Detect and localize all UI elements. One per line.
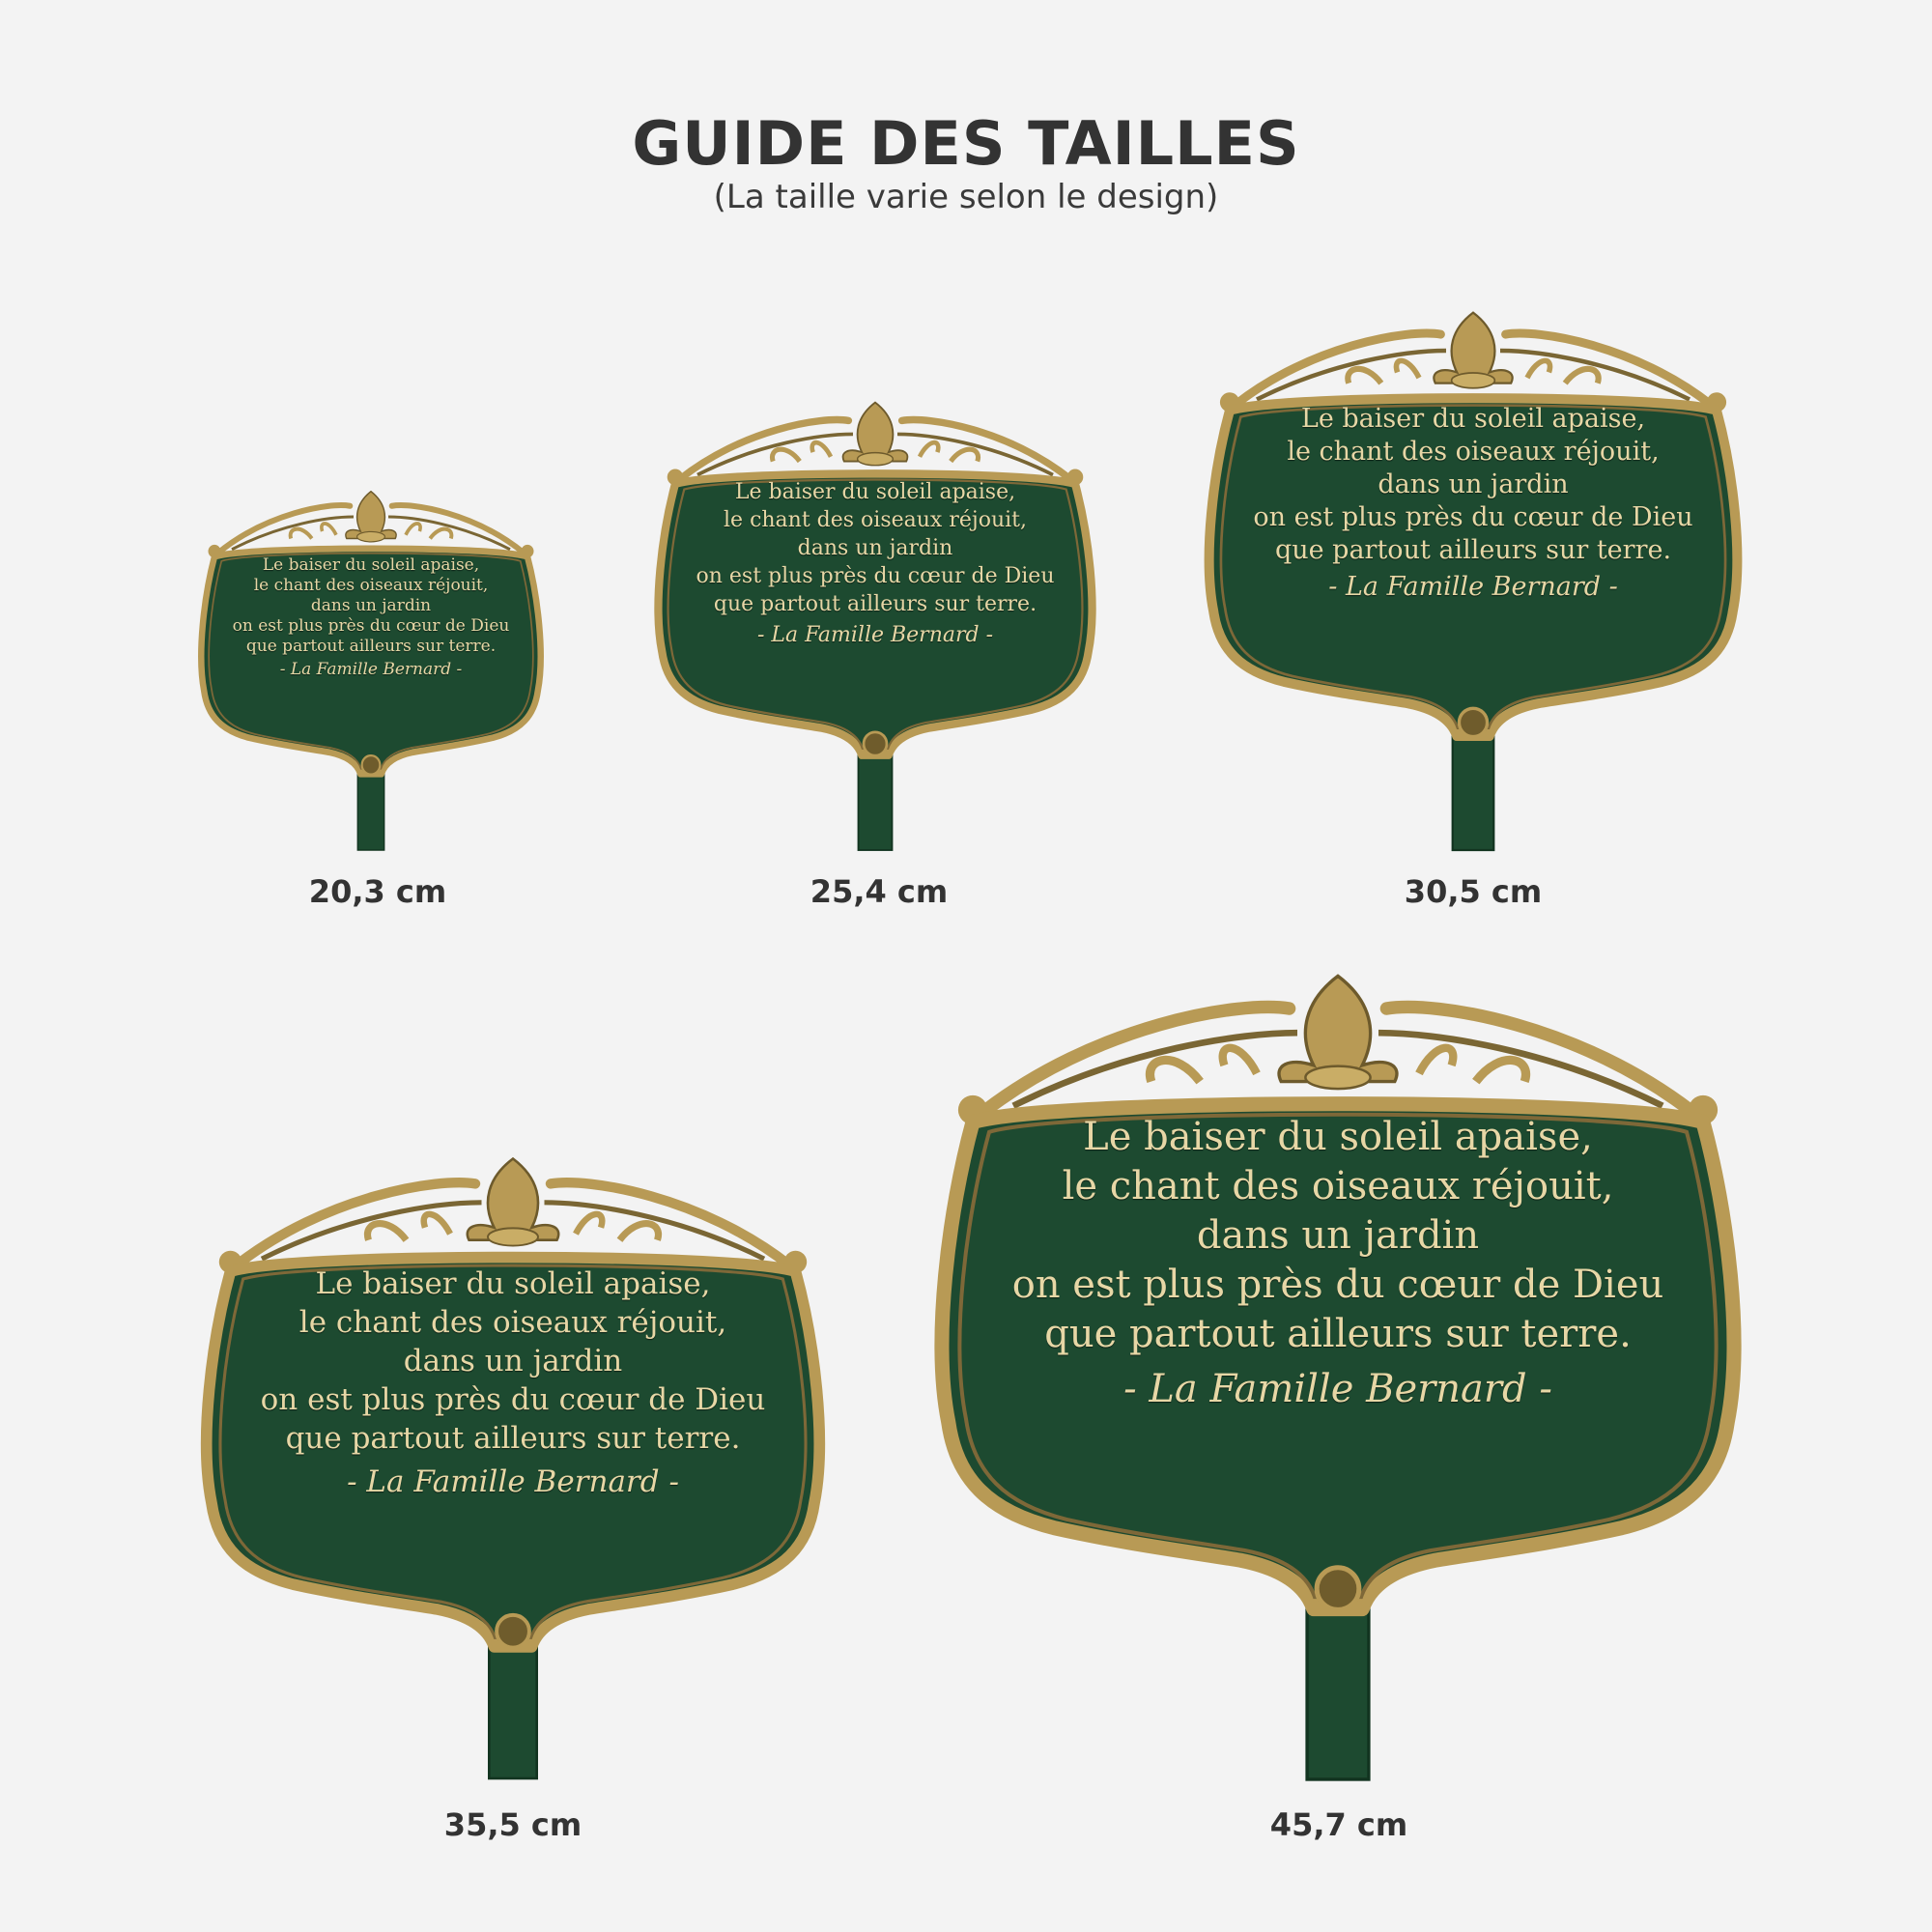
inscription-signature: - La Famille Bernard -	[1123, 1367, 1552, 1411]
plaque-inscription	[932, 1113, 1744, 1414]
inscription-line: le chant des oiseaux réjouit,	[724, 508, 1027, 532]
inscription-line: le chant des oiseaux réjouit,	[253, 576, 489, 595]
inscription-line: on est plus près du cœur de Dieu	[260, 1382, 766, 1417]
inscription-line: que partout ailleurs sur terre.	[285, 1421, 741, 1456]
size-label-25cm: 25,4 cm	[810, 873, 949, 910]
size-label-35cm: 35,5 cm	[443, 1806, 582, 1843]
inscription-line: dans un jardin	[403, 1344, 623, 1378]
inscription-line: dans un jardin	[1196, 1213, 1480, 1258]
inscription-line: Le baiser du soleil apaise,	[1300, 404, 1646, 434]
garden-plaque-35cm	[199, 1152, 827, 1778]
size-label-30cm: 30,5 cm	[1404, 873, 1543, 910]
inscription-line: que partout ailleurs sur terre.	[1044, 1312, 1632, 1356]
inscription-line: Le baiser du soleil apaise,	[734, 480, 1016, 504]
inscription-line: Le baiser du soleil apaise,	[262, 555, 480, 575]
garden-plaque-20cm	[197, 488, 545, 850]
size-label-45cm: 45,7 cm	[1269, 1806, 1408, 1843]
plaque-inscription	[653, 478, 1097, 649]
inscription-signature: - La Famille Bernard -	[279, 659, 463, 679]
page-subtitle: (La taille varie selon le design)	[713, 178, 1219, 216]
inscription-line: le chant des oiseaux réjouit,	[1062, 1164, 1614, 1208]
inscription-signature: - La Famille Bernard -	[347, 1463, 679, 1499]
inscription-line: on est plus près du cœur de Dieu	[232, 616, 510, 636]
page-title: GUIDE DES TAILLES	[632, 108, 1300, 179]
inscription-line: on est plus près du cœur de Dieu	[1011, 1263, 1664, 1307]
inscription-line: le chant des oiseaux réjouit,	[1287, 437, 1660, 467]
inscription-signature: - La Famille Bernard -	[756, 623, 994, 648]
inscription-line: dans un jardin	[797, 536, 953, 560]
plaque-inscription	[1203, 403, 1744, 604]
inscription-line: que partout ailleurs sur terre.	[1274, 535, 1672, 565]
inscription-line: on est plus près du cœur de Dieu	[696, 564, 1055, 588]
inscription-line: que partout ailleurs sur terre.	[245, 637, 497, 656]
garden-plaque-45cm	[932, 968, 1744, 1779]
plaque-inscription	[199, 1264, 827, 1501]
garden-plaque-30cm	[1203, 307, 1744, 850]
garden-plaque-25cm	[653, 398, 1097, 850]
inscription-line: Le baiser du soleil apaise,	[1083, 1115, 1593, 1159]
inscription-line: on est plus près du cœur de Dieu	[1253, 502, 1693, 532]
inscription-signature: - La Famille Bernard -	[1328, 572, 1618, 603]
inscription-line: que partout ailleurs sur terre.	[713, 592, 1037, 616]
inscription-line: dans un jardin	[1378, 469, 1569, 499]
inscription-line: Le baiser du soleil apaise,	[315, 1266, 711, 1301]
plaque-inscription	[197, 555, 545, 680]
size-label-20cm: 20,3 cm	[308, 873, 447, 910]
inscription-line: le chant des oiseaux réjouit,	[298, 1305, 727, 1340]
inscription-line: dans un jardin	[310, 596, 432, 615]
